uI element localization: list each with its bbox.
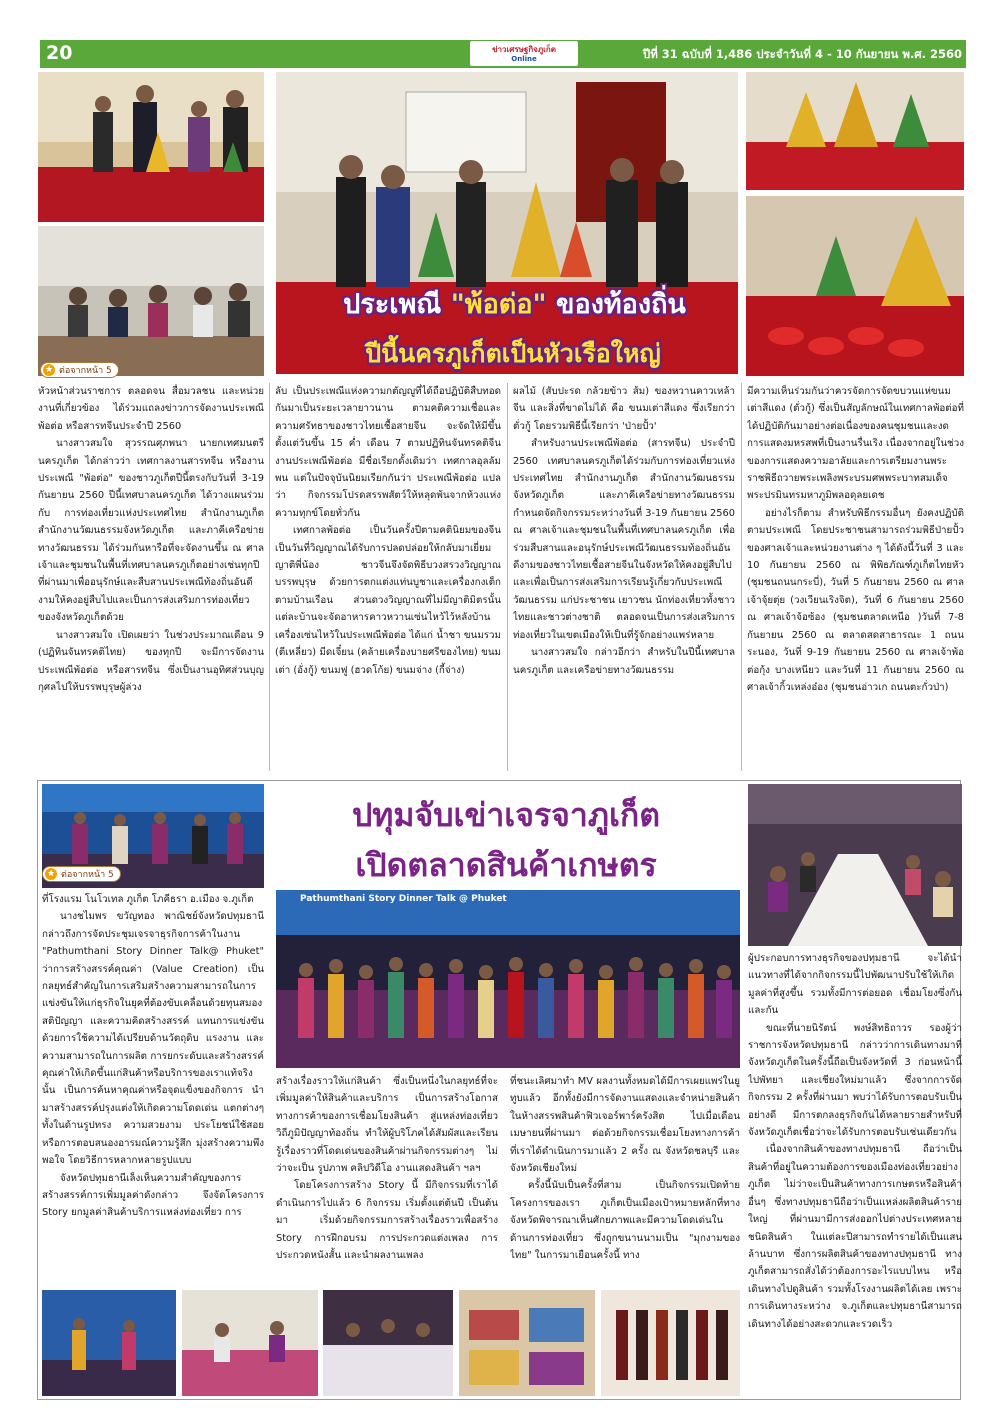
- photo-red-turtle-cakes: [746, 196, 964, 376]
- photo-altar-decoration: [746, 72, 964, 190]
- photo-wine-bottles: [601, 1290, 740, 1396]
- paragraph: หัวหน้าส่วนราชการ ตลอดจน สื่อมวลชน และหน่วยงานที่เกี่ยวข้อง ได้ร่วมแถลงข่าวการจัดงานประเพณีพ้อต่อ หรือสารทจีนประจำปี 2560: [38, 386, 264, 432]
- column-divider: [269, 383, 270, 771]
- star-icon: ★: [44, 365, 54, 375]
- story2-column-1: [42, 891, 264, 1286]
- photo-handicraft-display: [459, 1290, 595, 1396]
- photo-offering-table-people: [38, 72, 264, 222]
- paragraph: ผู้ประกอบการทางธุรกิจของปทุมธานี จะได้นำแนวทางที่ได้จากกิจกรรมนี้ไปพัฒนาปรับใช้ให้เกิดมูลค่าที่สูงขึ้น รวมทั้งมีการต่อยอด เชื่อมโยงซึ่งกันและกัน: [748, 953, 962, 1017]
- paragraph: โดยโครงการสร้าง Story นี้ มีกิจกรรมที่เราได้ดำเนินการไปแล้ว 6 กิจกรรม เริ่มตั้งแต่ต้นปี เป็นต้นมา เริ่มด้วยกิจกรรมการสร้างเรื่องราวเพื่อสร้าง Story การฝึกอบรม การประกวดแต่งเพลง การประกวดหนังสั้น และนำผลงานเพลง: [276, 1180, 498, 1262]
- paragraph: สร้างเรื่องราวให้แก่สินค้า ซึ่งเป็นหนึ่งในกลยุทธ์ที่จะเพิ่มมูลค่าให้สินค้าและบริการ เป็นการสร้างโอกาสทางการค้าของการเชื่อมโยงสินค้า สู่แหล่งท่องเที่ยว วิถีภูมิปัญญาท้องถิ่น ทำให้ผู้บริโภคได้สัมผัสและเรียนรู้เรื่องราวที่โดดเด่นของสินค้าผ่านกิจกรรมต่างๆ ไม่ว่าจะเป็น รูปภาพ คลิปวิดีโอ งานแสดงสินค้า ฯลฯ: [276, 1076, 498, 1175]
- paragraph: อย่างไรก็ตาม สำหรับพิธีกรรมอื่นๆ ยังคงปฏิบัติตามประเพณี โดยประชาชนสามารถร่วมพิธีป่ายปั้วของศาลเจ้าและหน่วยงานต่าง ๆ ได้ดังนี้วันที่ 3 และ 10 กันยายน 2560 ณ พิพิธภัณฑ์ภูเก็ตไทยหัว (ชุมชนถนนกระบี่), วันที่ 5 กันยายน 2560 ณ ศาลเจ้าจุ้ยตุ่ย (วงเวียนเริงจิต), วันที่ 6 กันยายน 2560 ณ ศาลเจ้าจ้อซ้อง (ชุมชนตลาดเหนือ )วันที่ 7-8 กันยายน 2560 ณ ตลาดสดสาธารณะ 1 ถนนระนอง, วันที่ 9-19 กันยายน 2560 ณ ศาลเจ้าพ้อต่อกุ้ง บางเหนียว และวันที่ 11 กันยายน 2560 ณ ศาลเจ้ากิ้วเหล่งอ๋อง (ชุมชนอ่าวเก ถนนตะกั่วป่า): [747, 507, 964, 693]
- continued-label: ต่อจากหน้า 5: [61, 870, 114, 880]
- story2-headline-line1: ปทุมจับเข่าเจรจาภูเก็ต: [351, 796, 661, 834]
- story1-headline-line2: ปีนี้นครภูเก็ตเป็นหัวเรือใหญ่: [365, 339, 661, 368]
- photo-dinner-guests: [323, 1290, 453, 1396]
- photo-stage-performance: [42, 1290, 176, 1396]
- story2-column-2: [276, 1073, 498, 1285]
- paragraph: นางชไมพร ขวัญทอง พาณิชย์จังหวัดปทุมธานี กล่าวถึงการจัดประชุมเจรจาธุรกิจการค้าในงาน "Pathumthani Story Dinner Talk@ Phuket" ว่าการสร้างสรรค์คุณค่า (Value Creation) เป็นกลยุทธ์สำคัญในการเสริมสร้างความสามารถในการแข่งขันให้แก่ธุรกิจในยุคที่ต้องขับเคลื่อนด้วยทุนสมอง สติปัญญา และความคิดสร้างสรรค์ แทนการแข่งขันด้วยการใช้ความได้เปรียบด้านวัตถุดิบ แรงงาน และความสามารถในการผลิต การยกระดับและสร้างสรรค์คุณค่าให้เกิดขึ้นแก่สินค้าหรือบริการของเราแท้จริงนั้น เป็นการค้นหาคุณค่าหรือจุดแข็งของกิจการ นำมาสร้างสรรค์ปรุงแต่งให้เกิดความโดดเด่น แตกต่างๆ ทั้งในด้านรูปทรง ความสวยงาม ประโยชน์ใช้สอย หรือการตอบสนองอารมณ์ความรู้สึก มุ่งสร้างความพึงพอใจ โดยวิธีการหลากหลายรูปแบบ: [42, 911, 264, 1167]
- paragraph: สำหรับงานประเพณีพ้อต่อ (สารทจีน) ประจำปี 2560 เทศบาลนครภูเก็ตได้ร่วมกับการท่องเที่ยวแห่งประเทศไทย สำนักงานภูเก็ต สำนักงานวัฒนธรรม จังหวัดภูเก็ต และภาคีเครือข่ายทางวัฒนธรรม กำหนดจัดกิจกรรมระหว่างวันที่ 3-19 กันยายน 2560 ณ ศาลเจ้าและชุมชนในพื้นที่เทศบาลนครภูเก็ต เพื่อร่วมสืบสานและอนุรักษ์ประเพณีวัฒนธรรมท้องถิ่นอันดีงามของชาวไทยเชื้อสายจีนในจังหวัดให้คงอยู่สืบไป และเพื่อเป็นการส่งเสริมการเรียนรู้เกี่ยวกับประเพณีวัฒนธรรม แก่ประชาชน เยาวชน นักท่องเที่ยวทั้งชาวไทยและชาวต่างชาติ ตลอดจนเป็นการส่งเสริมการท่องเที่ยวในเขตเมืองให้เป็นที่รู้จักอย่างแพร่หลาย: [513, 438, 735, 641]
- paragraph: ครั้งนี้นับเป็นครั้งที่สาม เป็นกิจกรรมเปิดท้ายโครงการของเรา ภูเก็ตเป็นเมืองเป้าหมายหลักที่ทางจังหวัดพิจารณาเห็นศักยภาพและมีความโดดเด่นในด้านการท่องเที่ยว ซึ่งถูกขนานนามเป็น "มุกงามของไทย" ในการมาเยือนครั้งนี้ ทาง: [510, 1180, 740, 1262]
- paragraph: ขณะที่นายนิรัตน์ พงษ์สิทธิถาวร รองผู้ว่าราชการจังหวัดปทุมธานี กล่าวว่าการเดินทางมาที่จังหวัดภูเก็ตในครั้งนี้ถือเป็นจังหวัดที่ 3 ก่อนหน้านี้ไปพัทยา และเชียงใหม่มาแล้ว ซึ่งจากการจัดกิจกรรม 2 ครั้งที่ผ่านมา พบว่าได้รับการตอบรับเป็นอย่างดี มีการตกลงธุรกิจกันได้หลายรายสำหรับที่จังหวัดภูเก็ตเชื่อว่าจะได้รับการตอบรับเช่นเดียวกัน: [748, 1022, 962, 1139]
- paragraph: เนื่องจากสินค้าของทางปทุมธานี ถือว่าเป็นสินค้าที่อยู่ในความต้องการของเมืองท่องเที่ยวอย่างภูเก็ต ไม่ว่าจะเป็นสินค้าทางการเกษตรหรือสินค้าอื่นๆ ซึ่งทางปทุมธานีถือว่าเป็นแหล่งผลิตสินค้ารายใหญ่ ที่ผ่านมามีการส่งออกไปต่างประเทศหลายชนิดสินค้า ในแต่ละปีสามารถทำรายได้เป็นแสนล้านบาท ซึ่งการผลิตสินค้าของทางปทุมธานี ทางภูเก็ตสามารถสั่งได้ว่าต้องการอะไรแบบไหน หรือเดินทางไปดูสินค้า รวมทั้งโรงงานผลิตได้เลย เพราะการเดินทางระหว่าง จ.ภูเก็ตและปทุมธานีสามารถเดินทางได้อย่างสะดวกและรวดเร็ว: [748, 1144, 962, 1330]
- issue-info: ปีที่ 31 ฉบับที่ 1,486 ประจำวันที่ 4 - 10 กันยายน พ.ศ. 2560: [642, 47, 962, 61]
- photo-press-conference: [38, 226, 264, 376]
- newspaper-logo: [470, 41, 578, 66]
- paragraph: มีความเห็นร่วมกันว่าควรจัดการจัดขบวนแห่ขนมเต่าสีแดง (ตั่วกู้) ซึ่งเป็นสัญลักษณ์ในเทศกาลพ้อต่อที่ได้ปฏิบัติกันมาอย่างต่อเนื่องของคนชุมชนและงดการแสดงมหรสพที่เป็นงานรื่นเริง เนื่องจากอยู่ในช่วงของการแสดงความอาลัยและการเตรียมงานพระราชพิธีถวายพระเพลิงพระบรมศพพระบาทสมเด็จ พระปรมินทรมหาภูมิพลอดุลยเดช: [747, 386, 964, 502]
- column-divider: [741, 383, 742, 771]
- headline-part: ของท้องถิ่น: [546, 289, 686, 320]
- paragraph: นางสาวสมใจ เปิดเผยว่า ในช่วงประมาณเดือน 9 (ปฏิทินจันทรคติไทย) ของทุกปี จะมีการจัดงานประเพณีพ้อต่อ หรือสารทจีน ซึ่งเป็นงานอุทิศส่วนบุญกุศลไปให้บรรพบุรุษผู้ล่วง: [38, 629, 264, 693]
- story1-column-1: [38, 383, 264, 773]
- headline-part: ประเพณี: [343, 289, 451, 320]
- story1-column-2: [275, 383, 501, 773]
- star-icon: ★: [46, 869, 56, 879]
- logo-title: ข่าวเศรษฐกิจภูเก็ต: [492, 44, 556, 54]
- story1-column-3: [513, 383, 735, 773]
- logo-subtitle: Online: [511, 54, 537, 63]
- paragraph: ลับ เป็นประเพณีแห่งความกตัญญูที่ได้ถือปฏิบัติสืบทอดกันมาเป็นระยะเวลายาวนาน ตามคติความเชื่อและความศรัทธาของชาวไทยเชื้อสายจีน จะจัดให้มีขึ้นตั้งแต่วันขึ้น 15 ค่ำ เดือน 7 ตามปฏิทินจันทรคติจีนงานประเพณีพ้อต่อ มีชื่อเรียกดั้งเดิมว่า เทศกาลอุลลัมพน แต่ในปัจจุบันนิยมเรียกกันว่า ประเพณีพ้อต่อ แปลว่า กิจกรรมโปรดสรรพสัตว์ให้หลุดพ้นจากห้วงแห่งความทุกข์โดยทั่วกัน: [275, 386, 501, 519]
- continued-badge: [40, 362, 119, 378]
- event-banner-text: Pathumthani Story Dinner Talk @ Phuket: [300, 894, 507, 904]
- paragraph: ที่โรงแรม โนโวเทล ภูเก็ต โภคีธรา อ.เมือง จ.ภูเก็ต: [42, 894, 254, 905]
- photo-main-group: [276, 72, 738, 374]
- headline-highlight: "พ้อต่อ": [450, 289, 547, 320]
- story2-headline-line2: เปิดตลาดสินค้าเกษตร: [355, 846, 657, 884]
- paragraph: นางสาวสมใจ สุวรรณศุภพนา นายกเทศมนตรีนครภูเก็ต ได้กล่าวว่า เทศกาลงานสารทจีน หรืองานประเพณี "พ้อต่อ" ของชาวภูเก็ตปีนี้ตรงกับวันที่ 3-19 กันยายน 2560 ปีนี้เทศบาลนครภูเก็ต ได้วางแผนร่วมกับ การท่องเที่ยวแห่งประเทศไทย สำนักงานภูเก็ต สำนักงานวัฒนธรรมจังหวัดภูเก็ต และภาคีเครือข่ายทางวัฒนธรรม ได้ร่วมกันหารือที่จะจัดงานขึ้น ณ ศาลเจ้าและชุมชนในพื้นที่เทศบาลนครภูเก็ตอย่างเช่นทุกปีที่ผ่านมาเพื่ออนุรักษ์และสืบสานประเพณีท้องถิ่นอันดีงามให้คงอยู่สืบไปและเป็นการส่งเสริมการท่องเที่ยวของจังหวัดภูเก็ตด้วย: [38, 438, 264, 624]
- page-number: 20: [46, 42, 73, 64]
- paragraph: เทศกาลพ้อต่อ เป็นวันครั้งปีตามคตินิยมของจีนเป็นวันที่วิญญาณได้รับการปลดปล่อยให้กลับมาเยี่ยมญาติพี่น้อง ชาวจีนจึงจัดพิธีบวงสรวงวิญญาณบรรพบุรุษ ด้วยการตกแต่งแท่นบูชาและเครื่องกงเต็กตามบ้านเรือน ส่วนดวงวิญญาณที่ไม่มีญาติมิตรนั้นแต่ละบ้านจะจัดอาหารคาวหวานเซ่นไหว้ไว้หลังบ้านเครื่องเซ่นไหว้ในประเพณีพ้อต่อ ได้แก่ น้ำชา ขนมรวม (ตีเหลี่ยว) มีดเจี๋ยน (คล้ายเครื่องบายศรีของไทย) ขนมเต่า (อั่งกู้) ขนมฟู (ฮวดโก้ย) ขนมจ่าง (กี้จ่าง): [275, 525, 501, 676]
- paragraph: จังหวัดปทุมธานีเล็งเห็นความสำคัญของการสร้างสรรค์การเพิ่มมูลค่าดังกล่าว จึงจัดโครงการ Story ยกมูลค่าสินค้าบริการแหล่งท่องเที่ยว การ: [42, 1172, 264, 1219]
- story1-column-4: [747, 383, 964, 773]
- story2-column-3: [510, 1073, 740, 1285]
- story2-column-4: [748, 950, 962, 1396]
- paragraph: ผลไม้ (สับปะรด กล้วยข้าว ส้ม) ของหวานคาวเหล้าจีน และสิ่งที่ขาดไม่ได้ คือ ขนมเต่าสีแดง ซึ่งเรียกว่า ตั่วกู้ โดยรวมพิธีนี้เรียกว่า 'ป่ายปั้ว': [513, 386, 735, 432]
- continued-badge: [42, 866, 121, 882]
- column-divider: [507, 383, 508, 771]
- continued-label: ต่อจากหน้า 5: [59, 366, 112, 376]
- story1-headline-line1: [292, 282, 737, 325]
- paragraph: นางสาวสมใจ กล่าวอีกว่า สำหรับในปีนี้เทศบาลนครภูเก็ต และเครือข่ายทางวัฒนธรรม: [513, 647, 735, 676]
- photo-product-booth: [182, 1290, 318, 1396]
- photo-dinner-banquet: [748, 784, 962, 946]
- photo-group-traditional-dress: [276, 890, 740, 1068]
- paragraph: ที่ชนะเลิศมาทำ MV ผลงานทั้งหมดได้มีการเผยแพร่ในยูทูบแล้ว อีกทั้งยังมีการจัดงานแสดงและจำหน่ายสินค้าในห้างสรรพสินค้าฟิวเจอร์พาร์ครังสิต ไปเมื่อเดือนเมษายนที่ผ่านมา ต่อด้วยกิจกรรมเชื่อมโยงทางการค้า ที่เราได้ดำเนินการมาแล้ว 2 ครั้ง ณ จังหวัดชลบุรี และจังหวัดเชียงใหม่: [510, 1076, 740, 1175]
